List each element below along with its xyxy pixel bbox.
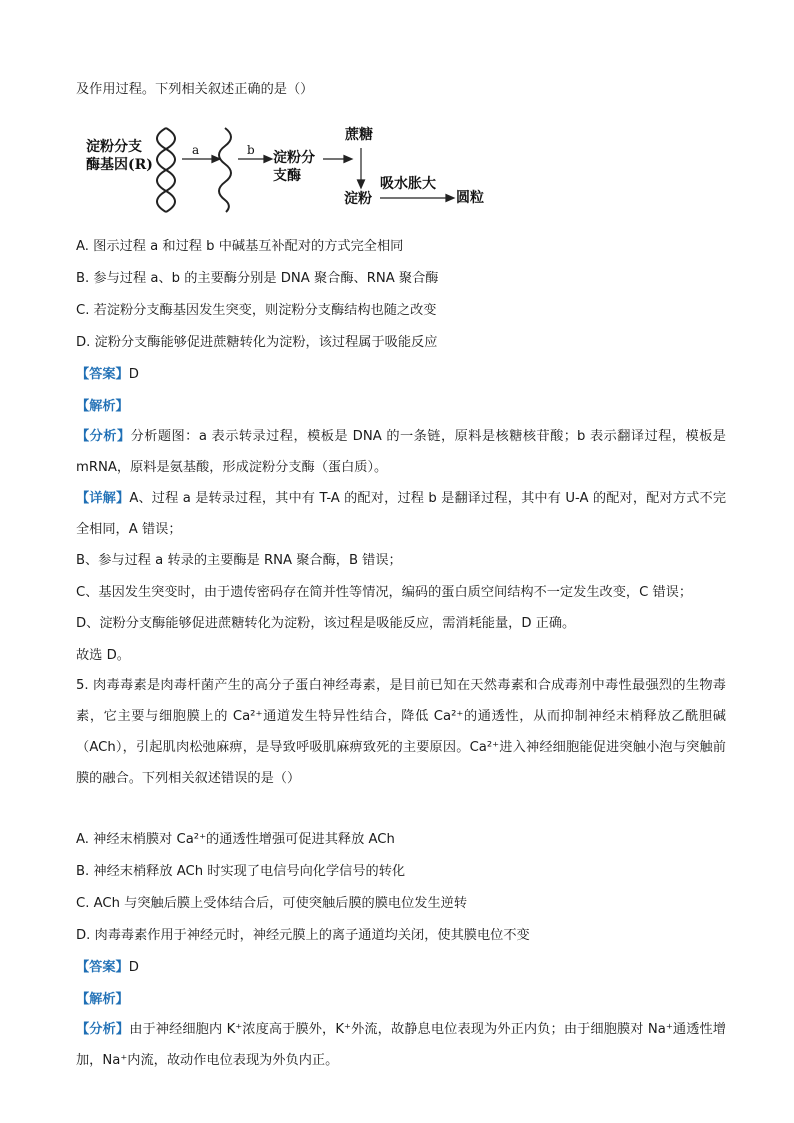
arrow-a xyxy=(182,156,220,163)
xiangjie-text: A、过程 a 是转录过程，其中有 T-A 的配对，过程 b 是翻译过程，其中有 U-A 的配对，配对方式不完全相同，A 错误； xyxy=(76,491,727,537)
q5-option-c: C. ACh 与突触后膜上受体结合后，可使突触后膜的膜电位发生逆转 xyxy=(76,896,468,911)
gene-expression-diagram xyxy=(80,118,500,218)
swell-label: 吸水胀大 xyxy=(380,176,436,192)
q4-conclusion: 故选 D。 xyxy=(76,648,130,663)
dna-double-helix xyxy=(157,128,175,212)
analysis-tag: 【解析】 xyxy=(76,992,129,1007)
q5-option-a: A. 神经末梢膜对 Ca²⁺的通透性增强可促进其释放 ACh xyxy=(76,832,395,847)
q4-option-a: A. 图示过程 a 和过程 b 中碱基互补配对的方式完全相同 xyxy=(76,239,404,254)
q4-xiangjie xyxy=(76,483,726,545)
answer-tag: 【答案】 xyxy=(76,367,129,382)
xiangjie-tag: 【详解】 xyxy=(76,491,130,506)
q5-stem: 5. 肉毒毒素是肉毒杆菌产生的高分子蛋白神经毒素，是目前已知在天然毒素和合成毒剂中毒性最强烈的生物毒素，它主要与细胞膜上的 Ca²⁺通道发生特异性结合，降低 Ca²⁺的通透性，从而抑制神经末梢释放乙酰胆碱（ACh），引起肌肉松弛麻痹，是导致呼吸肌麻痹致死的主要原因。Ca²⁺进入神经细胞能促进突触小泡与突触前膜的融合。下列相关叙述错误的是（） xyxy=(76,678,726,786)
q4-option-d: D. 淀粉分支酶能够促进蔗糖转化为淀粉，该过程属于吸能反应 xyxy=(76,335,438,350)
arrow-sucrose-to-starch xyxy=(358,148,365,188)
step-b-label: b xyxy=(247,143,255,157)
analysis-tag: 【解析】 xyxy=(76,399,129,414)
enzyme-label-line1: 淀粉分 xyxy=(273,150,315,166)
q4-option-b: B. 参与过程 a、b 的主要酶分别是 DNA 聚合酶、RNA 聚合酶 xyxy=(76,271,439,286)
q5-option-b: B. 神经末梢释放 ACh 时实现了电信号向化学信号的转化 xyxy=(76,864,406,879)
q4-detail-d: D、淀粉分支酶能够促进蔗糖转化为淀粉，该过程是吸能反应，需消耗能量，D 正确。 xyxy=(76,616,576,631)
sucrose-label: 蔗糖 xyxy=(345,127,373,143)
fenxi-tag: 【分析】 xyxy=(76,1022,130,1037)
q4-answer xyxy=(76,365,724,385)
fenxi-text: 分析题图：a 表示转录过程，模板是 DNA 的一条链，原料是核糖核苷酸；b 表示翻译过程，模板是 mRNA，原料是氨基酸，形成淀粉分支酶（蛋白质）。 xyxy=(76,429,726,475)
question-stem-tail: 及作用过程。下列相关叙述正确的是（） xyxy=(76,82,314,97)
answer-tag: 【答案】 xyxy=(76,960,129,975)
answer-value: D xyxy=(128,367,139,382)
step-a-label: a xyxy=(192,143,200,157)
q5-option-d: D. 肉毒毒素作用于神经元时，神经元膜上的离子通道均关闭，使其膜电位不变 xyxy=(76,928,530,943)
starch-label: 淀粉 xyxy=(344,191,372,207)
fenxi-text: 由于神经细胞内 K⁺浓度高于膜外，K⁺外流，故静息电位表现为外正内负；由于细胞膜对 Na⁺通透性增加，Na⁺内流，故动作电位表现为外负内正。 xyxy=(76,1022,726,1068)
round-label: 圆粒 xyxy=(456,190,484,206)
arrow-starch-to-round xyxy=(380,195,454,202)
q5-fenxi xyxy=(76,1014,726,1076)
mrna-strand xyxy=(219,128,231,212)
q5-analysis-heading xyxy=(76,990,724,1010)
q4-analysis-heading xyxy=(76,397,724,417)
q4-detail-b: B、参与过程 a 转录的主要酶是 RNA 聚合酶，B 错误； xyxy=(76,553,402,568)
fenxi-tag: 【分析】 xyxy=(76,429,131,444)
q4-option-c: C. 若淀粉分支酶基因发生突变，则淀粉分支酶结构也随之改变 xyxy=(76,303,437,318)
q4-fenxi xyxy=(76,421,726,483)
arrow-enzyme-to-pathway xyxy=(323,156,352,163)
enzyme-label-line2: 支酶 xyxy=(273,168,301,184)
q4-detail-c: C、基因发生突变时，由于遗传密码存在简并性等情况，编码的蛋白质空间结构不一定发生改变，C 错误； xyxy=(76,585,693,600)
gene-label-line1: 淀粉分支 xyxy=(86,139,142,155)
answer-value: D xyxy=(128,960,139,975)
q5-answer xyxy=(76,958,724,978)
arrow-b xyxy=(238,156,272,163)
gene-label-line2: 酶基因(R) xyxy=(86,157,153,173)
